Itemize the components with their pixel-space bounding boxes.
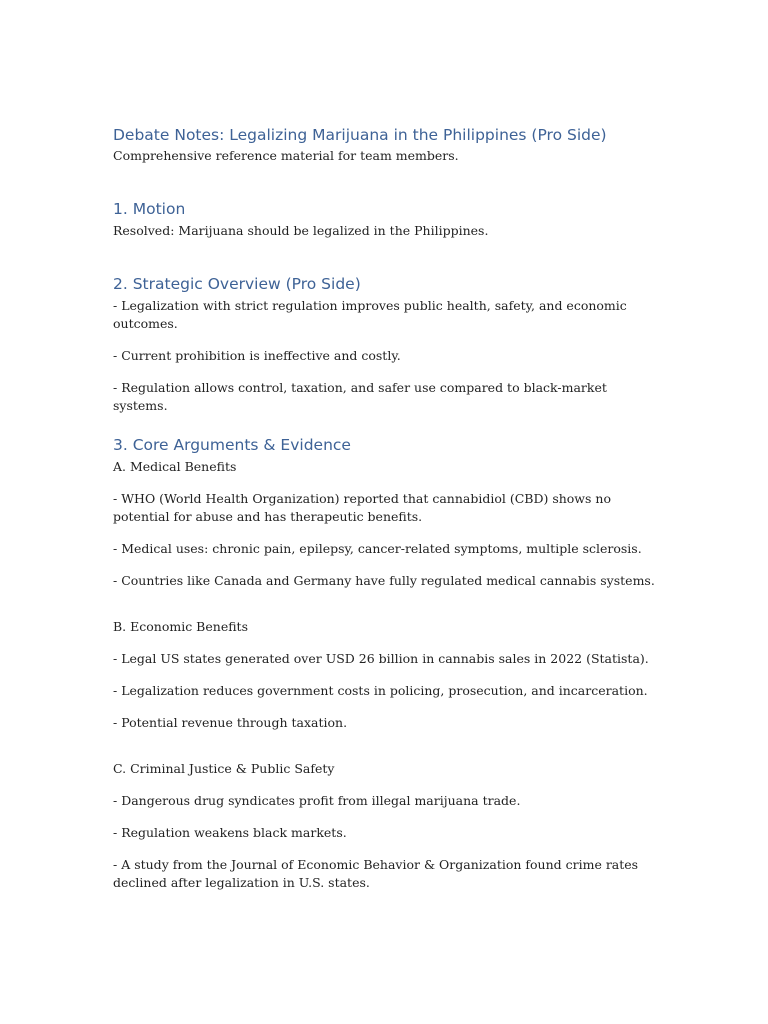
strategy-heading: 2. Strategic Overview (Pro Side) <box>113 275 361 293</box>
section-motion <box>113 198 658 240</box>
document-subtitle: Comprehensive reference material for team members. <box>113 148 459 163</box>
justice-point: - Dangerous drug syndicates profit from illegal marijuana trade. <box>113 793 521 808</box>
motion-heading: 1. Motion <box>113 200 186 218</box>
medical-point: - Countries like Canada and Germany have fully regulated medical cannabis systems. <box>113 573 655 588</box>
subsection-economic-benefits <box>113 618 658 732</box>
medical-point: - WHO (World Health Organization) reported that cannabidiol (CBD) shows no potential for abuse and has therapeutic benefits. <box>113 491 611 524</box>
justice-label: C. Criminal Justice & Public Safety <box>113 761 335 776</box>
economic-point: - Legalization reduces government costs in policing, prosecution, and incarceration. <box>113 683 648 698</box>
economic-label: B. Economic Benefits <box>113 619 248 634</box>
section-strategic-overview <box>113 273 658 415</box>
medical-point: - Medical uses: chronic pain, epilepsy, cancer-related symptoms, multiple sclerosis. <box>113 541 642 556</box>
subsection-medical-benefits <box>113 458 658 590</box>
core-heading: 3. Core Arguments & Evidence <box>113 436 351 454</box>
document-page <box>113 124 658 906</box>
justice-point: - Regulation weakens black markets. <box>113 825 347 840</box>
economic-point: - Potential revenue through taxation. <box>113 715 348 730</box>
economic-point: - Legal US states generated over USD 26 billion in cannabis sales in 2022 (Statista). <box>113 651 649 666</box>
motion-text: Resolved: Marijuana should be legalized in the Philippines. <box>113 223 489 238</box>
strategy-point: - Legalization with strict regulation improves public health, safety, and economic outcomes. <box>113 298 627 331</box>
subsection-criminal-justice <box>113 760 658 892</box>
document-title: Debate Notes: Legalizing Marijuana in the Philippines (Pro Side) <box>113 126 607 144</box>
medical-label: A. Medical Benefits <box>113 459 237 474</box>
strategy-point: - Regulation allows control, taxation, and safer use compared to black-market systems. <box>113 380 607 413</box>
justice-point: - A study from the Journal of Economic Behavior & Organization found crime rates declined after legalization in U.S. states. <box>113 857 639 890</box>
section-core-arguments <box>113 434 658 892</box>
strategy-point: - Current prohibition is ineffective and costly. <box>113 348 401 363</box>
